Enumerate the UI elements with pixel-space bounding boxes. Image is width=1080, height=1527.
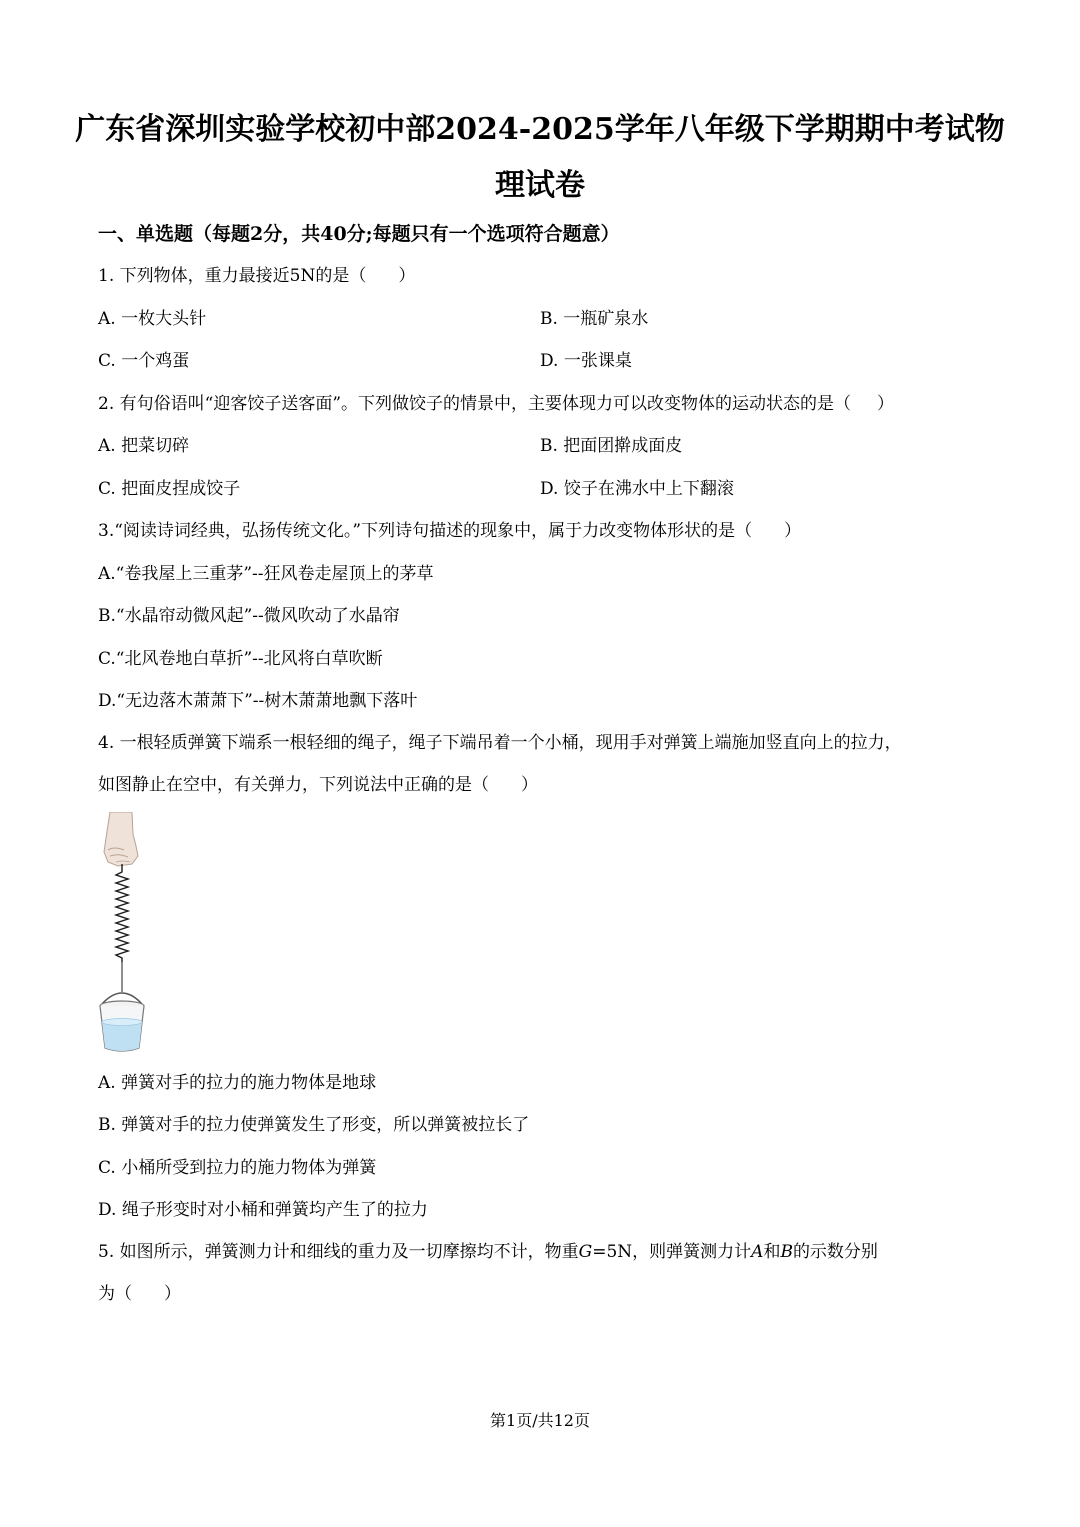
hand-spring-bucket-figure bbox=[96, 812, 156, 1057]
exam-title-line2: 理试卷 bbox=[495, 168, 585, 203]
spring-icon bbox=[116, 864, 128, 962]
q2-option-d[interactable]: D. 饺子在沸水中上下翻滚 bbox=[540, 479, 734, 499]
q1-option-d[interactable]: D. 一张课桌 bbox=[540, 351, 632, 371]
q2-option-c[interactable]: C. 把面皮捏成饺子 bbox=[98, 479, 241, 499]
q4-stem-line1: 4. 一根轻质弹簧下端系一根轻细的绳子，绳子下端吊着一个小桶，现用手对弹簧上端施加竖直向上的拉力， bbox=[98, 733, 902, 753]
q3-stem: 3.“阅读诗词经典，弘扬传统文化。”下列诗句描述的现象中，属于力改变物体形状的是（ ） bbox=[98, 521, 802, 541]
q2-option-b[interactable]: B. 把面团擀成面皮 bbox=[540, 436, 683, 456]
q4-option-b[interactable]: B. 弹簧对手的拉力使弹簧发生了形变，所以弹簧被拉长了 bbox=[98, 1115, 530, 1135]
q1-option-b[interactable]: B. 一瓶矿泉水 bbox=[540, 309, 649, 329]
exam-title-line1: 广东省深圳实验学校初中部2024-2025学年八年级下学期期中考试物 bbox=[75, 112, 1005, 147]
q4-option-c[interactable]: C. 小桶所受到拉力的施力物体为弹簧 bbox=[98, 1158, 377, 1178]
q3-option-b[interactable]: B.“水晶帘动微风起”--微风吹动了水晶帘 bbox=[98, 606, 400, 626]
q3-option-c[interactable]: C.“北风卷地白草折”--北风将白草吹断 bbox=[98, 649, 383, 669]
q3-option-d[interactable]: D.“无边落木萧萧下”--树木萧萧地飘下落叶 bbox=[98, 691, 418, 711]
q5-stem-line2: 为（ ） bbox=[98, 1284, 181, 1304]
page-footer: 第1页/共12页 bbox=[490, 1411, 590, 1430]
q4-option-d[interactable]: D. 绳子形变时对小桶和弹簧均产生了的拉力 bbox=[98, 1200, 428, 1220]
q5-stem-line1: 5. 如图所示，弹簧测力计和细线的重力及一切摩擦均不计，物重G=5N，则弹簧测力计A和B的示数分别 bbox=[98, 1242, 878, 1262]
bucket-icon bbox=[100, 993, 144, 1051]
q1-option-a[interactable]: A. 一枚大头针 bbox=[98, 309, 207, 329]
q1-stem: 1. 下列物体，重力最接近5N的是（ ） bbox=[98, 266, 416, 286]
q4-stem-line2: 如图静止在空中，有关弹力，下列说法中正确的是（ ） bbox=[98, 775, 538, 795]
q2-stem: 2. 有句俗语叫“迎客饺子送客面”。下列做饺子的情景中，主要体现力可以改变物体的运动状态的是（ ） bbox=[98, 394, 895, 414]
hand-icon bbox=[104, 812, 138, 866]
q1-option-c[interactable]: C. 一个鸡蛋 bbox=[98, 351, 190, 371]
q4-option-a[interactable]: A. 弹簧对手的拉力的施力物体是地球 bbox=[98, 1073, 377, 1093]
q2-option-a[interactable]: A. 把菜切碎 bbox=[98, 436, 190, 456]
q3-option-a[interactable]: A.“卷我屋上三重茅”--狂风卷走屋顶上的茅草 bbox=[98, 564, 434, 584]
section-heading: 一、单选题（每题2分，共40分;每题只有一个选项符合题意） bbox=[98, 223, 620, 245]
